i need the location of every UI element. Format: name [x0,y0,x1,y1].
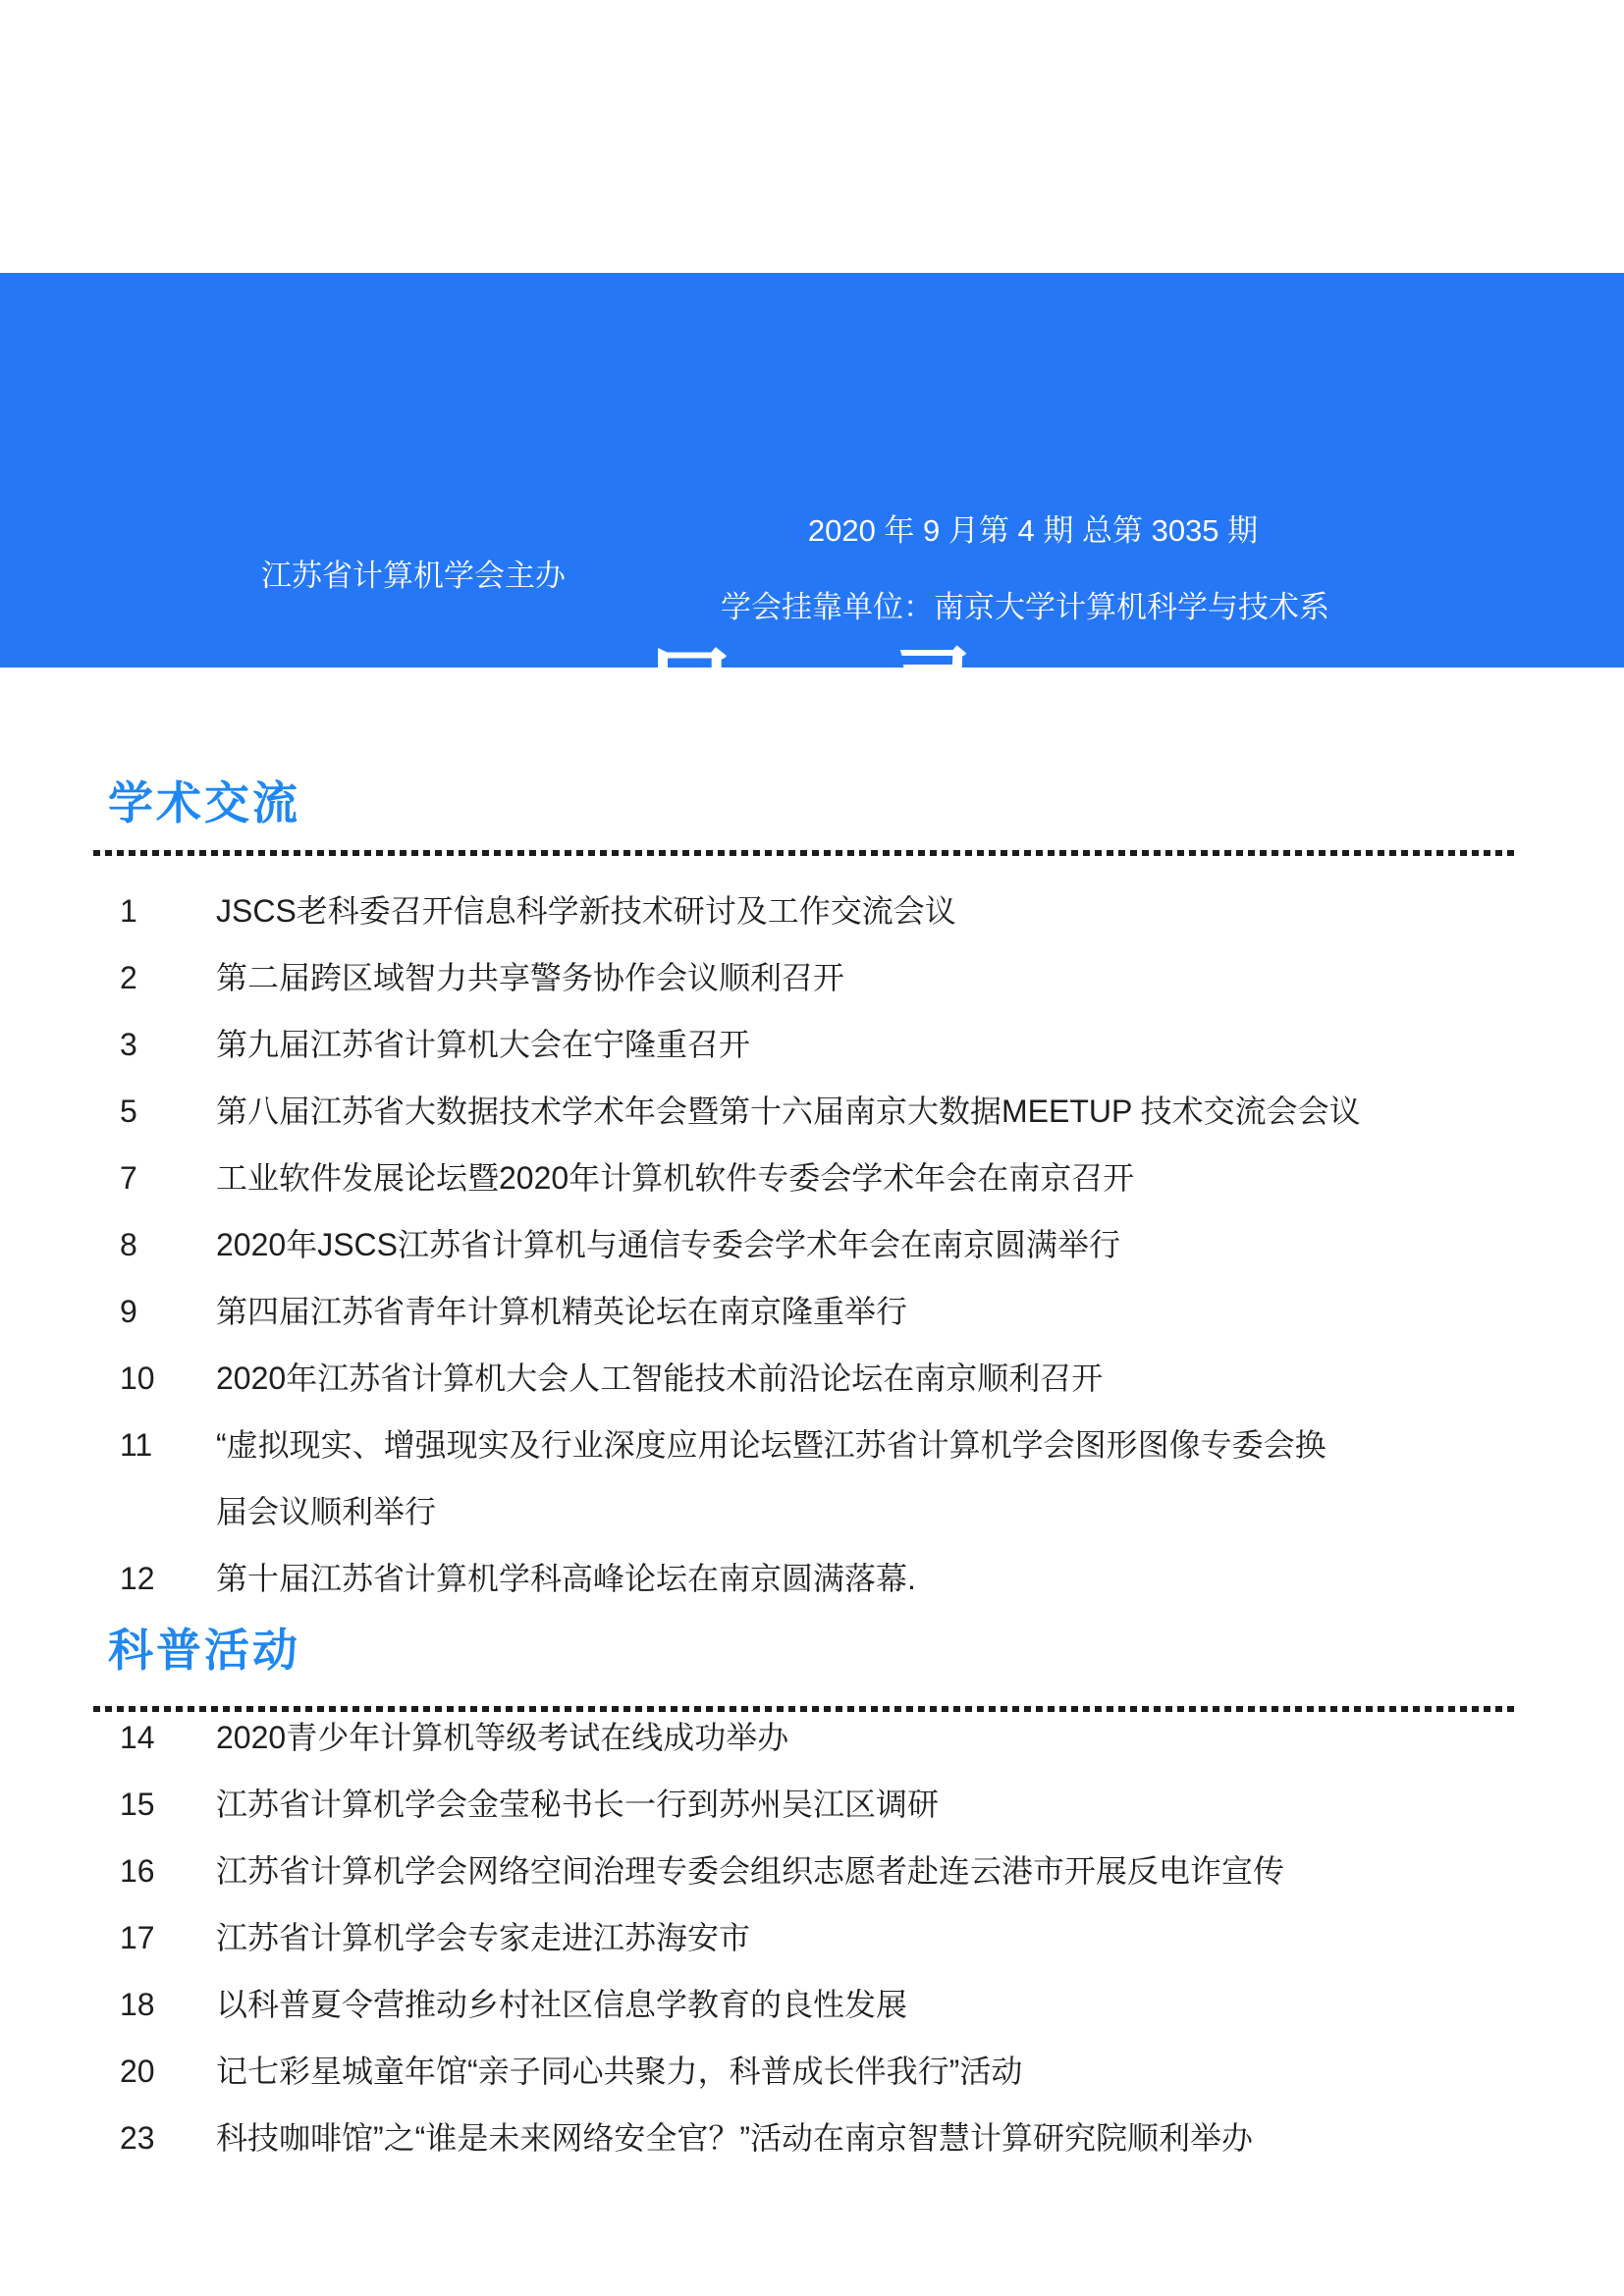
page-title-char-right: 录 [886,640,984,750]
organizer-line: 江苏省计算机学会主办 [261,559,566,593]
toc-list-academic [0,878,1624,1612]
toc-entry-title: 第二届跨区域智力共享警务协作会议顺利召开 [216,960,845,995]
page-title-char-left: 目 [640,640,738,750]
toc-entry-number: 1 [120,893,137,929]
toc-entry [0,1345,1624,1412]
toc-entry-number: 12 [120,1561,155,1596]
toc-entry-title: 工业软件发展论坛暨2020年计算机软件专委会学术年会在南京召开 [216,1160,1135,1196]
toc-entry-number: 16 [120,1853,155,1889]
toc-entry-number: 8 [120,1227,137,1262]
toc-entry-title: 第九届江苏省计算机大会在宁隆重召开 [216,1027,751,1062]
toc-list-science-pop [0,1704,1624,2171]
toc-entry [0,2105,1624,2171]
section-heading-academic: 学术交流 [108,777,300,828]
toc-entry-number: 10 [120,1361,155,1396]
issue-line: 2020 年 9 月第 4 期 总第 3035 期 [807,513,1259,548]
toc-entry-number: 9 [120,1294,137,1329]
toc-entry-title: 第八届江苏省大数据技术学术年会暨第十六届南京大数据MEETUP 技术交流会会议 [216,1094,1361,1129]
toc-entry [0,1704,1624,1771]
toc-entry-number: 2 [120,960,137,995]
toc-entry [0,1278,1624,1345]
toc-entry [0,2038,1624,2105]
toc-entry-title: 记七彩星城童年馆“亲子同心共聚力，科普成长伴我行”活动 [216,2054,1023,2089]
toc-entry-number: 3 [120,1027,137,1062]
toc-entry-number: 17 [120,1920,155,1955]
toc-entry-title: 第十届江苏省计算机学科高峰论坛在南京圆满落幕. [216,1561,916,1596]
toc-entry [0,1838,1624,1904]
toc-entry [0,1904,1624,1971]
toc-entry [0,1145,1624,1211]
toc-entry [0,944,1624,1011]
toc-entry-number: 18 [120,1987,155,2022]
toc-entry-number: 23 [120,2120,155,2156]
toc-entry-title: 2020青少年计算机等级考试在线成功举办 [216,1720,789,1755]
toc-entry-title: 江苏省计算机学会金莹秘书长一行到苏州吴江区调研 [216,1787,940,1822]
toc-entry-title: JSCS老科委召开信息科学新技术研讨及工作交流会议 [216,893,956,929]
toc-entry [0,1211,1624,1278]
toc-entry-title: 届会议顺利举行 [216,1494,437,1529]
page-title [0,640,1624,750]
toc-entry-number: 7 [120,1160,137,1196]
dotted-separator [93,850,1514,856]
toc-entry-title: 江苏省计算机学会网络空间治理专委会组织志愿者赴连云港市开展反电诈宣传 [216,1853,1285,1889]
toc-entry-number: 20 [120,2054,155,2089]
toc-entry-continuation [0,1478,1624,1545]
toc-entry [0,1771,1624,1838]
toc-entry [0,1078,1624,1145]
affiliation-line: 学会挂靠单位：南京大学计算机科学与技术系 [721,590,1329,624]
toc-entry-title: 2020年JSCS江苏省计算机与通信专委会学术年会在南京圆满举行 [216,1227,1120,1262]
toc-entry-number: 15 [120,1787,155,1822]
toc-entry [0,1971,1624,2038]
toc-entry [0,1545,1624,1612]
toc-entry-title: “虚拟现实、增强现实及行业深度应用论坛暨江苏省计算机学会图形图像专委会换 [216,1427,1326,1463]
toc-entry-title: 2020年江苏省计算机大会人工智能技术前沿论坛在南京顺利召开 [216,1361,1104,1396]
toc-entry-number: 11 [120,1427,153,1463]
toc-entry-title: 江苏省计算机学会专家走进江苏海安市 [216,1920,751,1955]
section-heading-science-pop: 科普活动 [108,1625,300,1676]
toc-entry [0,878,1624,944]
toc-entry-title: 第四届江苏省青年计算机精英论坛在南京隆重举行 [216,1294,908,1329]
toc-entry-title: 以科普夏令营推动乡村社区信息学教育的良性发展 [216,1987,908,2022]
toc-entry-title: 科技咖啡馆”之“谁是未来网络安全官？”活动在南京智慧计算研究院顺利举办 [216,2120,1253,2156]
toc-entry [0,1011,1624,1078]
toc-entry [0,1412,1624,1478]
toc-entry-number: 14 [120,1720,155,1755]
toc-entry-number: 5 [120,1094,137,1129]
